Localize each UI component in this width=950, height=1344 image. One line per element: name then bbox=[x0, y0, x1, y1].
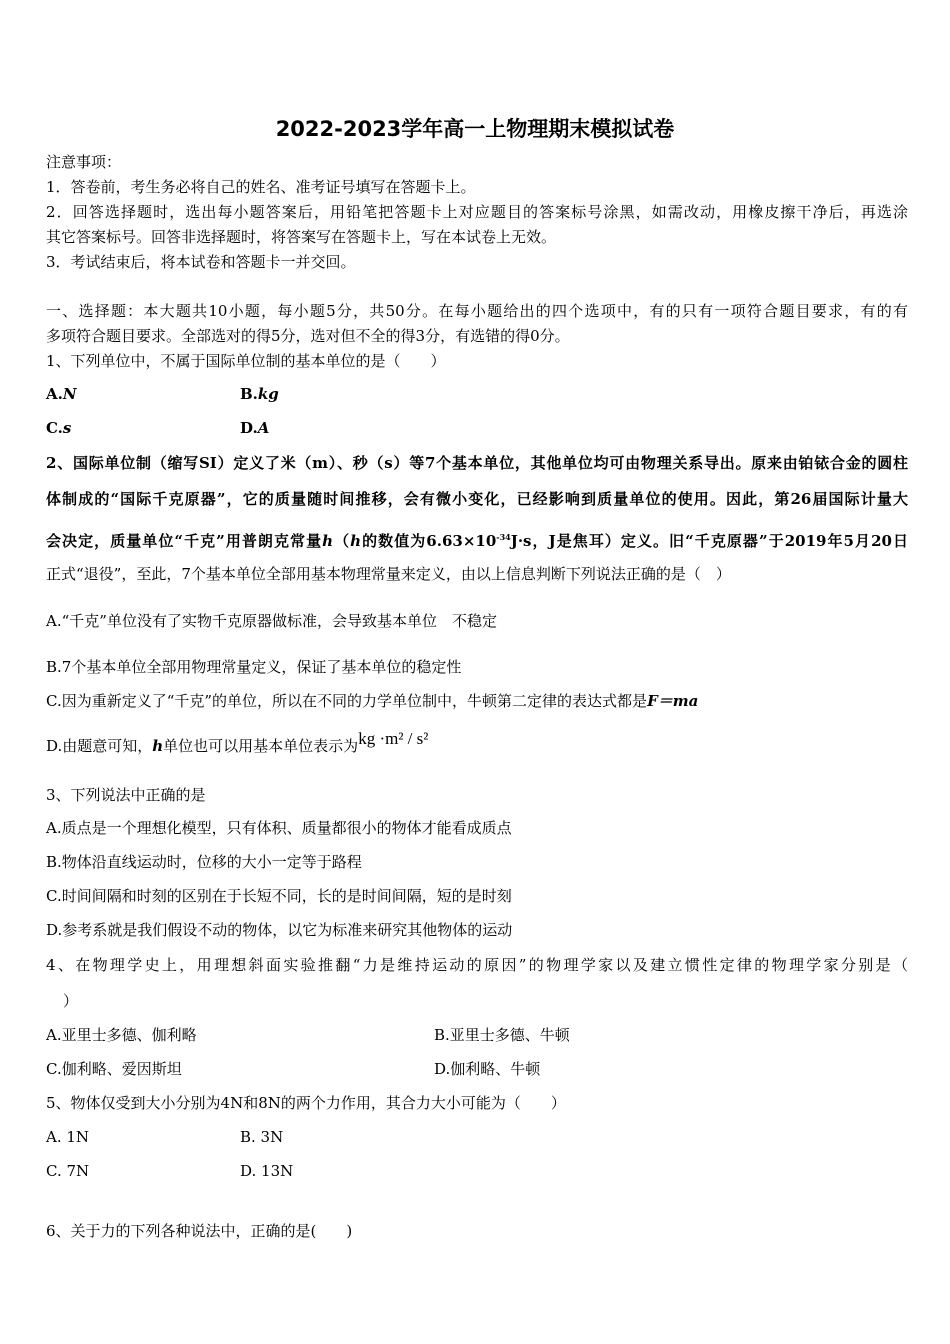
notes-heading: 注意事项： bbox=[46, 153, 122, 171]
q2-stem-4: 正式“退役”，至此，7个基本单位全部用基本物理常量来定义，由以上信息判断下列说法正确的是（ ） bbox=[46, 565, 731, 583]
q2-d-text-2: 单位也可以用基本单位表示为 bbox=[163, 737, 359, 755]
q2-d-h-symbol: h bbox=[152, 737, 164, 755]
q1-option-a[interactable] bbox=[46, 384, 77, 404]
q2-stem-1: 2、国际单位制（缩写SI）定义了米（m）、秒（s）等7个基本单位，其他单位均可由物理关系导出。原来由铂铱合金的圆柱 bbox=[46, 454, 908, 472]
q2-stem-2: 体制成的“国际千克原器”，它的质量随时间推移，会有微小变化，已经影响到质量单位的使用。因此，第26届国际计量大 bbox=[46, 490, 908, 508]
note-2: 2．回答选择题时，选出每小题答案后，用铅笔把答题卡上对应题目的答案标号涂黑，如需改动，用橡皮擦干净后，再选涂 bbox=[46, 203, 908, 221]
note-2-cont: 其它答案标号。回答非选择题时，将答案写在答题卡上，写在本试卷上无效。 bbox=[46, 228, 557, 246]
q1-stem: 1、下列单位中，不属于国际单位制的基本单位的是（ ） bbox=[46, 352, 446, 370]
q4-option-d[interactable]: D.伽利略、牛顿 bbox=[434, 1060, 541, 1078]
q5-option-b[interactable]: B. 3N bbox=[240, 1128, 284, 1146]
q2-option-b[interactable]: B.7个基本单位全部用物理常量定义，保证了基本单位的稳定性 bbox=[46, 658, 462, 676]
q2-exponent: -34 bbox=[496, 532, 511, 542]
q5-option-d[interactable]: D. 13N bbox=[240, 1162, 294, 1180]
note-3: 3．考试结束后，将本试卷和答题卡一并交回。 bbox=[46, 253, 356, 271]
q1-c-label: C. bbox=[46, 419, 63, 437]
q2-option-d[interactable] bbox=[46, 729, 908, 756]
q3-option-d[interactable]: D.参考系就是我们假设不动的物体，以它为标准来研究其他物体的运动 bbox=[46, 921, 513, 939]
q1-option-d[interactable] bbox=[240, 418, 269, 438]
q2-stem-3 bbox=[46, 527, 908, 551]
q2-d-unit-expression: kg ·m² / s² bbox=[358, 729, 429, 748]
q1-a-label: A. bbox=[46, 385, 63, 403]
q4-stem-1: 4、在物理学史上，用理想斜面实验推翻“力是维持运动的原因”的物理学家以及建立惯性定律的物理学家分别是（ bbox=[46, 956, 908, 974]
q3-option-b[interactable]: B.物体沿直线运动时，位移的大小一定等于路程 bbox=[46, 853, 362, 871]
q4-option-b[interactable]: B.亚里士多德、牛顿 bbox=[434, 1026, 570, 1044]
q2-stem-3-c: 的数值为6.63×10 bbox=[361, 532, 497, 550]
q2-option-a[interactable]: A.“千克”单位没有了实物千克原器做标准，会导致基本单位 不稳定 bbox=[46, 612, 497, 630]
q1-d-value: A bbox=[257, 419, 270, 437]
q5-stem: 5、物体仅受到大小分别为4N和8N的两个力作用，其合力大小可能为（ ） bbox=[46, 1094, 566, 1112]
q4-stem-2: ） bbox=[63, 992, 79, 1010]
section-1-intro: 一、选择题：本大题共10小题，每小题5分，共50分。在每小题给出的四个选项中，有的只有一项符合题目要求，有的有 bbox=[46, 302, 908, 320]
q1-d-label: D. bbox=[240, 419, 258, 437]
page-title: 2022-2023学年高一上物理期末模拟试卷 bbox=[275, 117, 675, 141]
q3-stem: 3、下列说法中正确的是 bbox=[46, 786, 206, 804]
q2-option-c[interactable] bbox=[46, 691, 908, 711]
q2-h-symbol: h bbox=[322, 532, 334, 550]
q5-option-c[interactable]: C. 7N bbox=[46, 1162, 90, 1180]
q2-stem-3-d: J·s，J是焦耳）定义。旧“千克原器”于2019年5月20日 bbox=[510, 532, 908, 550]
q2-c-formula: F＝ma bbox=[647, 692, 699, 710]
q3-option-a[interactable]: A.质点是一个理想化模型，只有体积、质量都很小的物体才能看成质点 bbox=[46, 819, 512, 837]
q2-c-text: C.因为重新定义了“千克”的单位，所以在不同的力学单位制中，牛顿第二定律的表达式都是 bbox=[46, 692, 648, 710]
note-1: 1．答卷前，考生务必将自己的姓名、准考证号填写在答题卡上。 bbox=[46, 178, 476, 196]
q1-a-value: N bbox=[62, 385, 77, 403]
section-1-intro-cont: 多项符合题目要求。全部选对的得5分，选对但不全的得3分，有选错的得0分。 bbox=[46, 327, 570, 345]
q5-option-a[interactable]: A. 1N bbox=[46, 1128, 90, 1146]
q2-d-text: D.由题意可知， bbox=[46, 737, 153, 755]
q3-option-c[interactable]: C.时间间隔和时刻的区别在于长短不同，长的是时间间隔，短的是时刻 bbox=[46, 887, 512, 905]
q1-option-c[interactable] bbox=[46, 418, 71, 438]
q1-b-label: B. bbox=[240, 385, 258, 403]
q1-c-value: s bbox=[62, 419, 72, 437]
q4-option-a[interactable]: A.亚里士多德、伽利略 bbox=[46, 1026, 197, 1044]
q2-stem-3-b: （ bbox=[333, 532, 351, 550]
q1-option-b[interactable] bbox=[240, 384, 279, 404]
q2-stem-3-a: 会决定，质量单位“千克”用普朗克常量 bbox=[46, 532, 323, 550]
q2-h-symbol-2: h bbox=[350, 532, 362, 550]
q6-stem: 6、关于力的下列各种说法中，正确的是( ) bbox=[46, 1222, 353, 1240]
q4-option-c[interactable]: C.伽利略、爱因斯坦 bbox=[46, 1060, 182, 1078]
q1-b-value: kg bbox=[257, 385, 279, 403]
